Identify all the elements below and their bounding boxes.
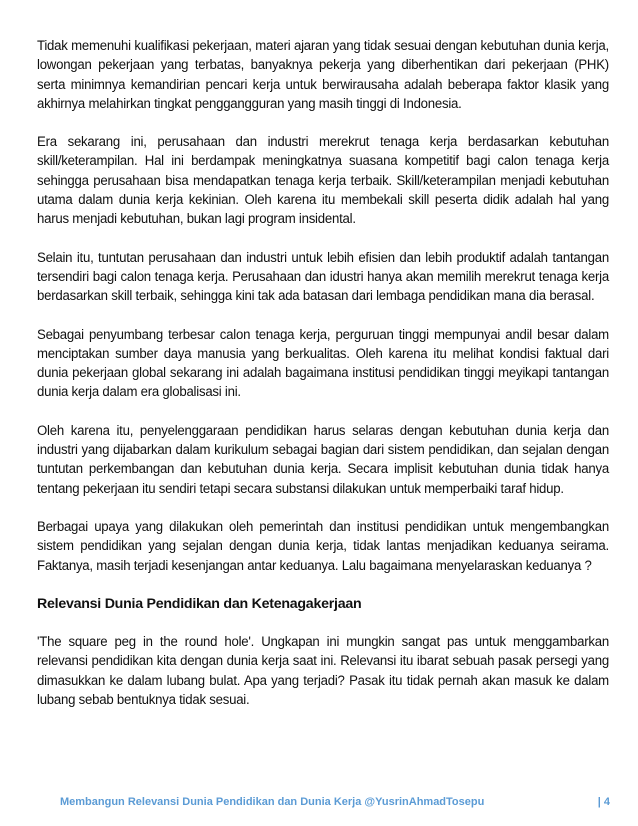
document-body xyxy=(37,37,609,729)
paragraph-5: Oleh karena itu, penyelenggaraan pendidikan harus selaras dengan kebutuhan dunia kerja dan industri yang dijabarkan dalam kurikulum sebagai bagian dari sistem pendidikan, dan sejalan dengan tuntutan perkembangan dan kebutuhan dunia kerja. Secara implisit kebutuhan dunia tidak hanya tentang pekerjaan itu sendiri tetapi secara substansi dilakukan untuk memperbaiki taraf hidup. xyxy=(37,422,609,497)
footer-title: Membangun Relevansi Dunia Pendidikan dan Dunia Kerja @YusrinAhmadTosepu xyxy=(60,796,485,808)
page-number: | 4 xyxy=(597,796,610,808)
section-heading: Relevansi Dunia Pendidikan dan Ketenagakerjaan xyxy=(37,595,362,612)
paragraph-6: Berbagai upaya yang dilakukan oleh pemerintah dan institusi pendidikan untuk mengembangkan sistem pendidikan yang sejalan dengan dunia kerja, tidak lantas menjadikan keduanya seirama. Faktanya, masih terjadi kesenjangan antar keduanya. Lalu bagaimana menyelaraskan keduanya ? xyxy=(37,518,609,574)
paragraph-7: 'The square peg in the round hole'. Ungkapan ini mungkin sangat pas untuk menggambarkan relevansi pendidikan kita dengan dunia kerja saat ini. Relevansi itu ibarat sebuah pasak persegi yang dimasukkan ke dalam lubang bulat. Apa yang terjadi? Pasak itu tidak pernah akan masuk ke dalam lubang sebab bentuknya tidak sesuai. xyxy=(37,634,609,709)
paragraph-4: Sebagai penyumbang terbesar calon tenaga kerja, perguruan tinggi mempunyai andil besar dalam menciptakan sumber daya manusia yang berkualitas. Oleh karena itu melihat kondisi faktual dari dunia pekerjaan global sekarang ini adalah bagaimana institusi pendidikan tinggi meyikapi tantangan dunia kerja dalam era globalisasi ini. xyxy=(37,326,609,401)
paragraph-2: Era sekarang ini, perusahaan dan industri merekrut tenaga kerja berdasarkan kebutuhan skill/keterampilan. Hal ini berdampak meningkatnya suasana kompetitif bagi calon tenaga kerja sehingga perusahaan bisa mendapatkan tenaga kerja terbaik. Skill/keterampilan menjadi kebutuhan utama dalam dunia kerja kekinian. Oleh karena itu membekali skill peserta didik adalah hal yang harus menjadi kebutuhan, bukan lagi program insidental. xyxy=(37,134,609,228)
paragraph-3: Selain itu, tuntutan perusahaan dan industri untuk lebih efisien dan lebih produktif adalah tantangan tersendiri bagi calon tenaga kerja. Perusahaan dan idustri hanya akan memilih merekrut tenaga kerja berdasarkan skill terbaik, sehingga kini tak ada batasan dari lembaga pendidikan mana dia berasal. xyxy=(37,249,609,305)
paragraph-1: Tidak memenuhi kualifikasi pekerjaan, materi ajaran yang tidak sesuai dengan kebutuhan dunia kerja, lowongan pekerjaan yang terbatas, banyaknya pekerja yang diberhentikan dari pekerjaan (PHK) serta minimnya kemandirian pencari kerja untuk berwirausaha adalah beberapa faktor klasik yang akhirnya melahirkan tingkat penggangguran yang masih tinggi di Indonesia. xyxy=(37,38,609,112)
